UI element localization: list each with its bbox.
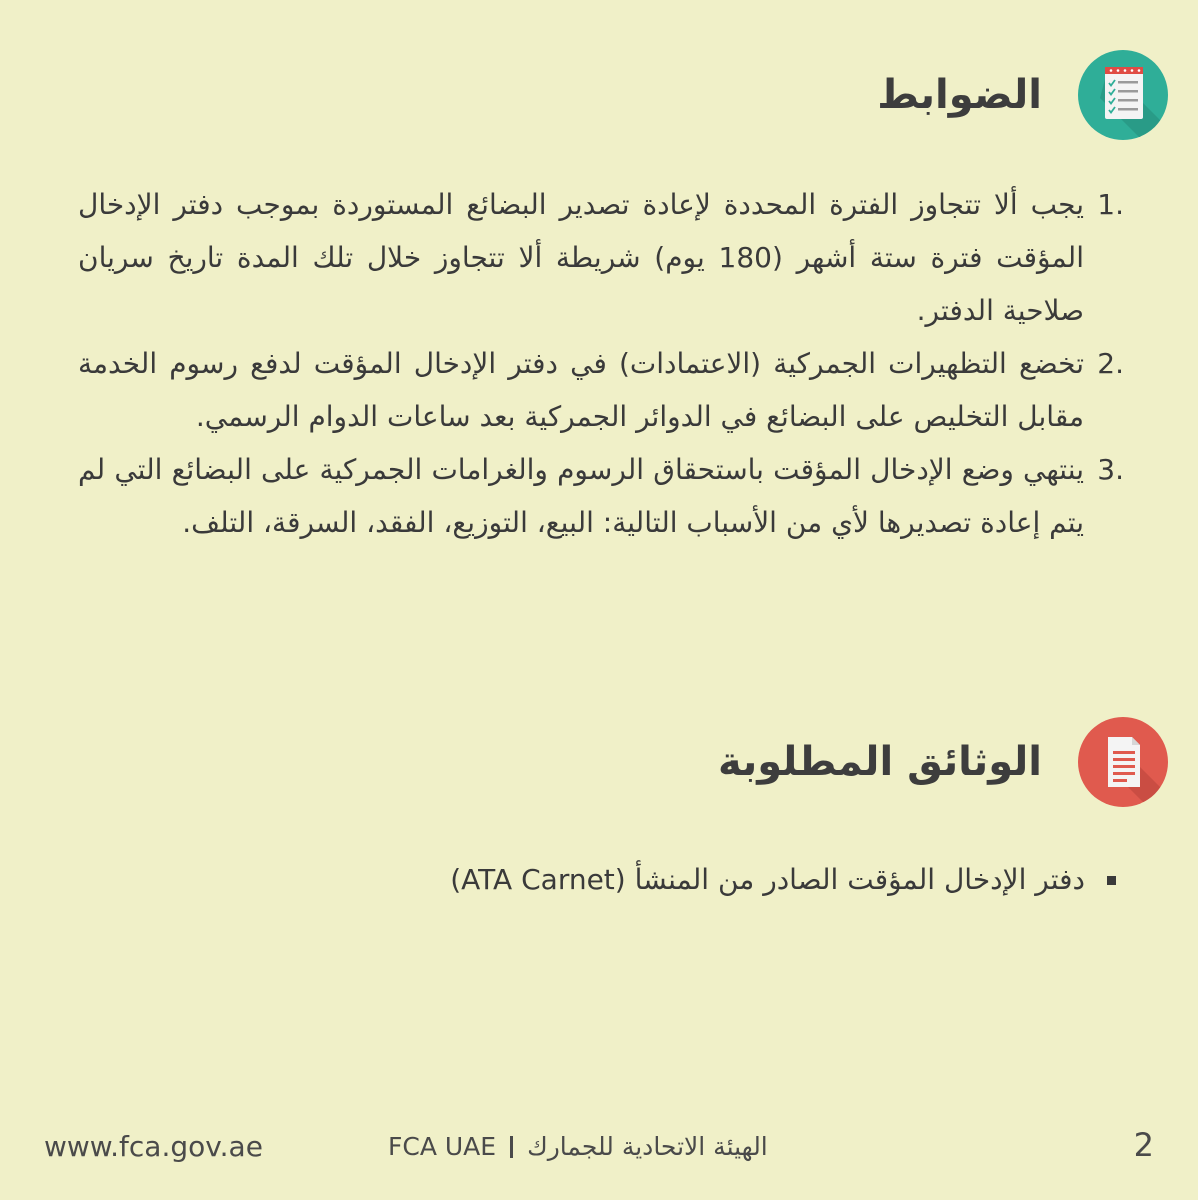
footer-brand-ar: الهيئة الاتحادية للجمارك (527, 1132, 768, 1161)
footer-brand (388, 1132, 768, 1161)
condition-item (78, 178, 1124, 337)
footer-url-link[interactable]: www.fca.gov.ae (44, 1130, 263, 1163)
conditions-list (78, 178, 1124, 549)
conditions-header (877, 50, 1168, 140)
document-item (216, 855, 1116, 905)
checklist-icon (1078, 50, 1168, 140)
condition-number: 1. (1097, 188, 1124, 221)
condition-text: يجب ألا تتجاوز الفترة المحددة لإعادة تصدير البضائع المستوردة بموجب دفتر الإدخال المؤقت فترة ستة أشهر (180 يوم) شريطة ألا تتجاوز خلال تلك المدة تاريخ سريان صلاحية الدفتر. (78, 188, 1084, 327)
footer-brand-en: FCA UAE (388, 1132, 497, 1161)
documents-header (718, 717, 1168, 807)
page-number: 2 (1133, 1126, 1154, 1164)
condition-item (78, 337, 1124, 443)
conditions-title: الضوابط (877, 72, 1042, 118)
square-bullet-icon (1107, 876, 1116, 885)
documents-list (216, 855, 1116, 905)
condition-item (78, 443, 1124, 549)
condition-text: ينتهي وضع الإدخال المؤقت باستحقاق الرسوم والغرامات الجمركية على البضائع التي لم يتم إعادة تصديرها لأي من الأسباب التالية: البيع، التوزيع، الفقد، السرقة، التلف. (78, 453, 1084, 539)
condition-number: 2. (1097, 347, 1124, 380)
condition-number: 3. (1097, 453, 1124, 486)
documents-title: الوثائق المطلوبة (717, 739, 1042, 785)
document-icon (1078, 717, 1168, 807)
condition-text: تخضع التظهيرات الجمركية (الاعتمادات) في دفتر الإدخال المؤقت لدفع رسوم الخدمة مقابل التخليص على البضائع في الدوائر الجمركية بعد ساعات الدوام الرسمي. (78, 347, 1084, 433)
footer-divider (510, 1136, 513, 1158)
document-text: دفتر الإدخال المؤقت الصادر من المنشأ (ATA Carnet) (450, 863, 1085, 896)
